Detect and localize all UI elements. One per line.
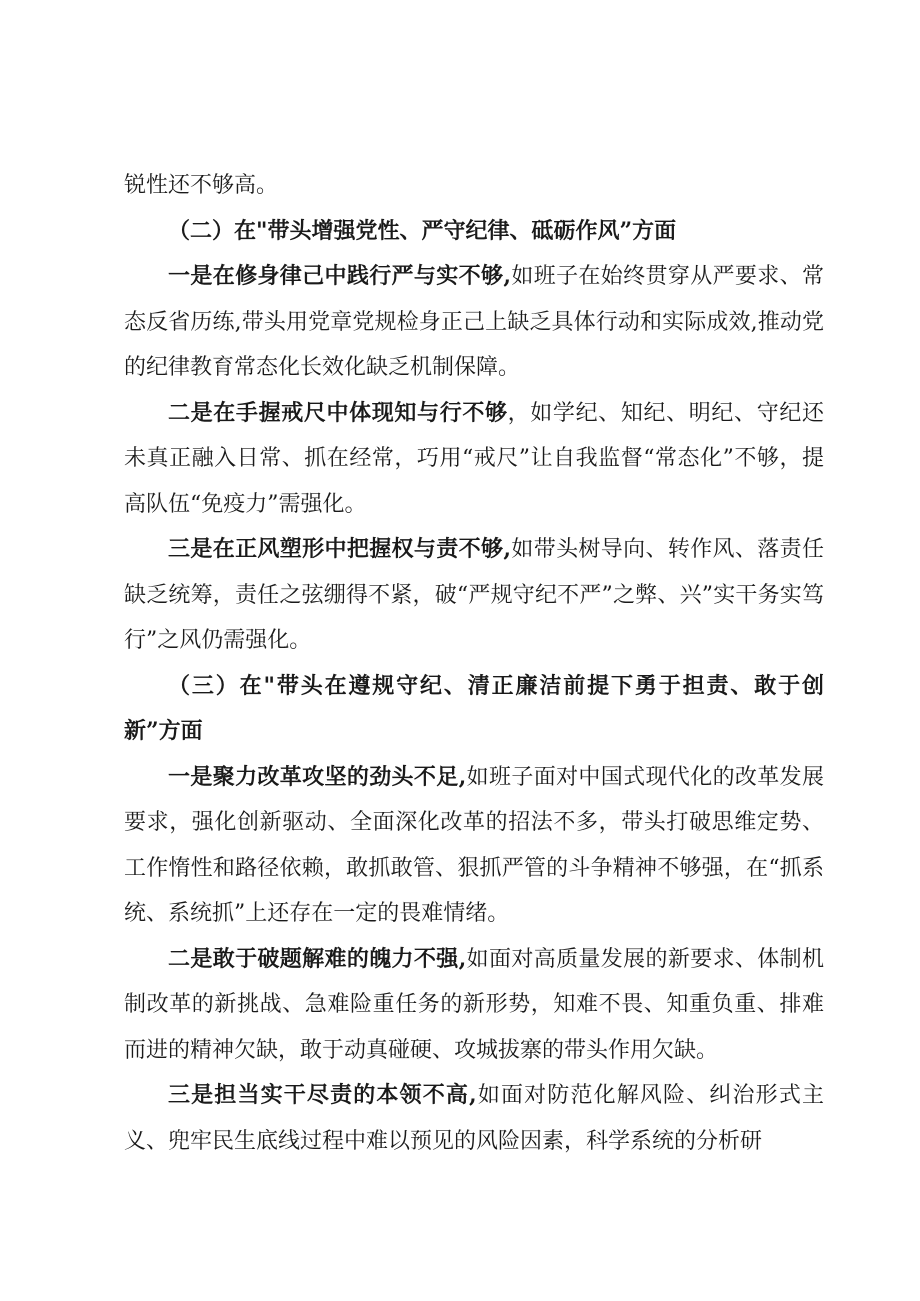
document-body (124, 163, 824, 1164)
paragraph-lead: 三是担当实干尽责的本领不高, (168, 1082, 477, 1108)
paragraph-body: 如带头树导向、转作风、落责任缺乏统筹，责任之弦绷得不紧，破“严规守纪不严”之弊、兴”实干务实笃行”之风仍需强化。 (124, 537, 824, 653)
paragraph-item-1 (124, 254, 824, 391)
section-heading-2: （二）在"带头增强党性、严守纪律、砥砺作风”方面 (168, 217, 677, 244)
paragraph-body: 如班子面对中国式现代化的改革发展要求，强化创新驱动、全面深化改革的招法不多，带头打破思维定势、工作惰性和路径依赖，敢抓敢管、狠抓严管的斗争精神不够强，在“抓系统、系统抓”上还存在一定的畏难情绪。 (124, 764, 824, 926)
paragraph-lead: 一是聚力改革攻坚的劲头不足, (168, 763, 467, 790)
paragraph-lead: 一是在修身律己中践行严与实不够, (168, 263, 511, 289)
section-heading-3: （三）在"带头在遵规守纪、清正廉洁前提下勇于担责、敢于创新”方面 (124, 672, 824, 744)
paragraph-lead: 二是在手握戒尺中体现知与行不够 (168, 399, 508, 426)
paragraph-continuation: 锐性还不够高。 (124, 173, 279, 198)
paragraph-item-2 (124, 391, 824, 528)
paragraph-item-6 (124, 1073, 824, 1164)
paragraph-item-3 (124, 527, 824, 664)
paragraph-lead: 三是在正风塑形中把握权与责不够, (168, 536, 511, 562)
paragraph-body: 如班子在始终贯穿从严要求、常态反省历练,带头用党章党规检身正己上缺乏具体行动和实际成效,推动党的纪律教育常态化长效化缺乏机制保障。 (124, 264, 824, 380)
paragraph-body: 如面对高质量发展的新要求、体制机制改革的新挑战、急难险重任务的新形势，知难不畏、知重负重、排难而进的精神欠缺，敢于动真碰硬、攻城拔寨的带头作用欠缺。 (124, 946, 824, 1063)
paragraph-body: 如面对防范化解风险、纠治形式主义、兜牢民生底线过程中难以预见的风险因素，科学系统的分析研 (124, 1083, 824, 1154)
paragraph-item-4 (124, 755, 824, 937)
paragraph-body: ，如学纪、知纪、明纪、守纪还未真正融入日常、抓在经常，巧用“戒尺”让自我监督“常态化”不够，提高队伍“免疫力”需强化。 (124, 400, 824, 517)
paragraph-lead: 二是敢于破题解难的魄力不强, (168, 945, 467, 972)
paragraph-item-5 (124, 937, 824, 1074)
